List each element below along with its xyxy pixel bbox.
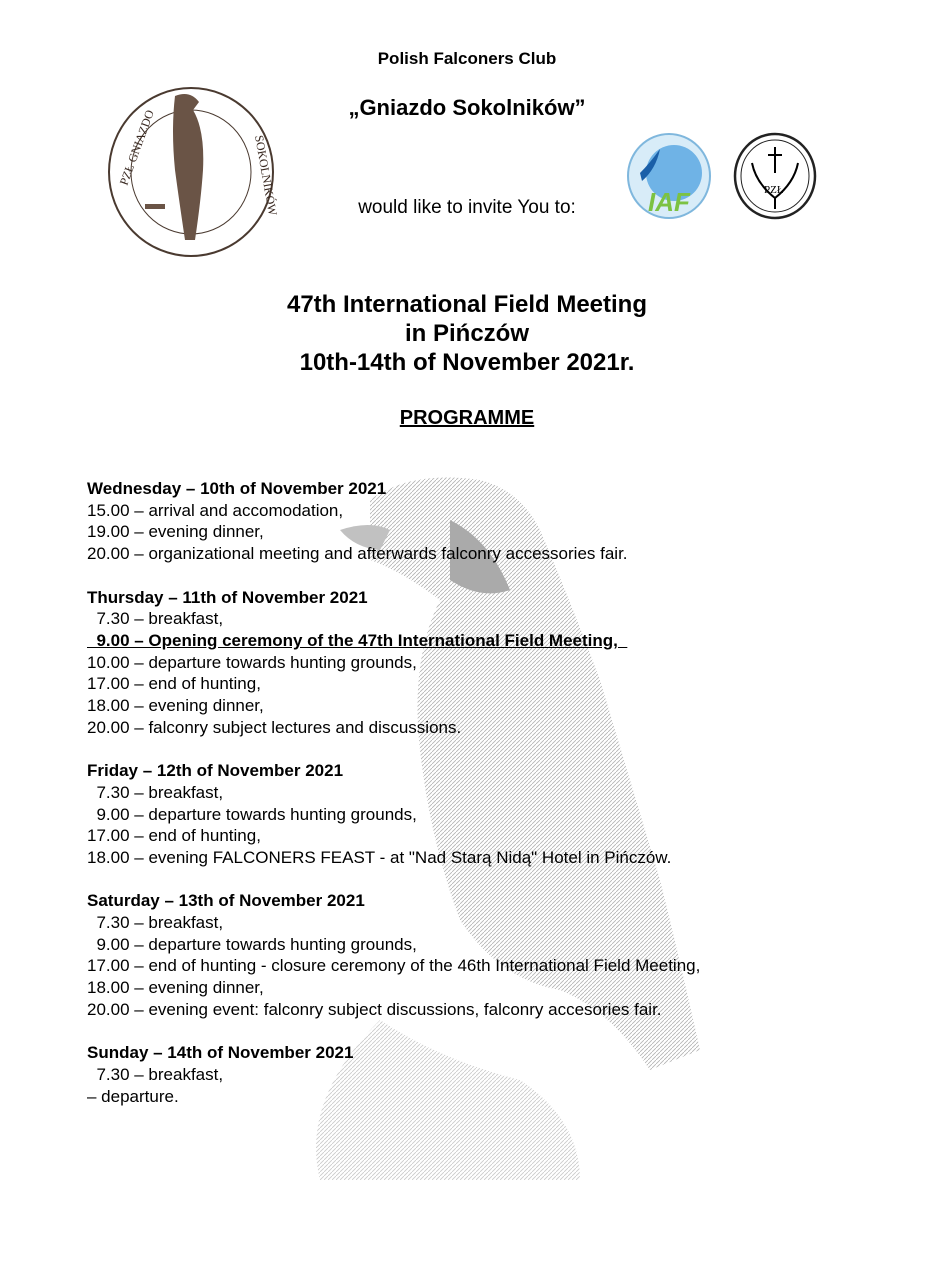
pzl-hunting-logo: [732, 133, 818, 219]
svg-text:PZŁ: PZŁ: [764, 184, 784, 196]
svg-text:SOKOLNIKÓW: SOKOLNIKÓW: [252, 134, 280, 217]
schedule-item: 18.00 – evening FALCONERS FEAST - at "Nad Starą Nidą" Hotel in Pińczów.: [87, 847, 672, 867]
day-friday: [87, 760, 700, 869]
day-sunday: [87, 1042, 700, 1107]
schedule-item: 7.30 – breakfast,: [87, 1064, 224, 1084]
club-name: „Gniazdo Sokolników”: [348, 95, 586, 120]
day-heading: Sunday – 14th of November 2021: [87, 1043, 354, 1063]
schedule-item: 10.00 – departure towards hunting grounds,: [87, 652, 417, 672]
schedule-item: 17.00 – end of hunting - closure ceremony of the 46th International Field Meeting,: [87, 956, 701, 976]
club-falcon-logo: [105, 86, 280, 258]
schedule-item: – departure.: [87, 1086, 179, 1106]
schedule-item: 9.00 – departure towards hunting grounds,: [87, 804, 417, 824]
schedule-item: 19.00 – evening dinner,: [87, 522, 264, 542]
schedule-item: 20.00 – evening event: falconry subject discussions, falconry accesories fair.: [87, 999, 662, 1019]
schedule-item: 7.30 – breakfast,: [87, 609, 224, 629]
event-title-line: 47th International Field Meeting: [286, 291, 648, 318]
day-heading: Friday – 12th of November 2021: [87, 761, 344, 781]
schedule-item: 17.00 – end of hunting,: [87, 826, 261, 846]
schedule-item-highlight: 9.00 – Opening ceremony of the 47th International Field Meeting,: [87, 630, 628, 650]
day-thursday: [87, 587, 700, 739]
day-heading: Saturday – 13th of November 2021: [87, 891, 365, 911]
day-wednesday: [87, 478, 700, 565]
schedule-item: 18.00 – evening dinner,: [87, 978, 264, 998]
iaf-logo: [626, 133, 712, 219]
day-heading: Wednesday – 10th of November 2021: [87, 479, 387, 498]
svg-text:IAF: IAF: [648, 187, 690, 217]
schedule-item: 15.00 – arrival and accomodation,: [87, 500, 344, 520]
schedule-item: 20.00 – organizational meeting and afterwards falconry accessories fair.: [87, 544, 628, 564]
day-heading: Thursday – 11th of November 2021: [87, 587, 368, 607]
club-title: Polish Falconers Club: [377, 49, 557, 68]
event-location: in Pińczów: [404, 320, 529, 347]
day-saturday: [87, 890, 700, 1020]
programme-heading: PROGRAMME: [399, 407, 535, 429]
event-title: [0, 290, 934, 377]
schedule-item: 17.00 – end of hunting,: [87, 674, 261, 694]
schedule-item: 9.00 – departure towards hunting grounds,: [87, 934, 417, 954]
invite-text: would like to invite You to:: [358, 197, 576, 218]
event-dates: 10th-14th of November 2021r.: [299, 349, 635, 376]
schedule-item: 7.30 – breakfast,: [87, 782, 224, 802]
svg-text:PZŁ GNIAZDO: PZŁ GNIAZDO: [116, 108, 157, 188]
schedule-item: 18.00 – evening dinner,: [87, 696, 264, 716]
schedule-item: 20.00 – falconry subject lectures and discussions.: [87, 717, 462, 737]
schedule-item: 7.30 – breakfast,: [87, 913, 224, 933]
programme-schedule: [87, 478, 700, 1129]
